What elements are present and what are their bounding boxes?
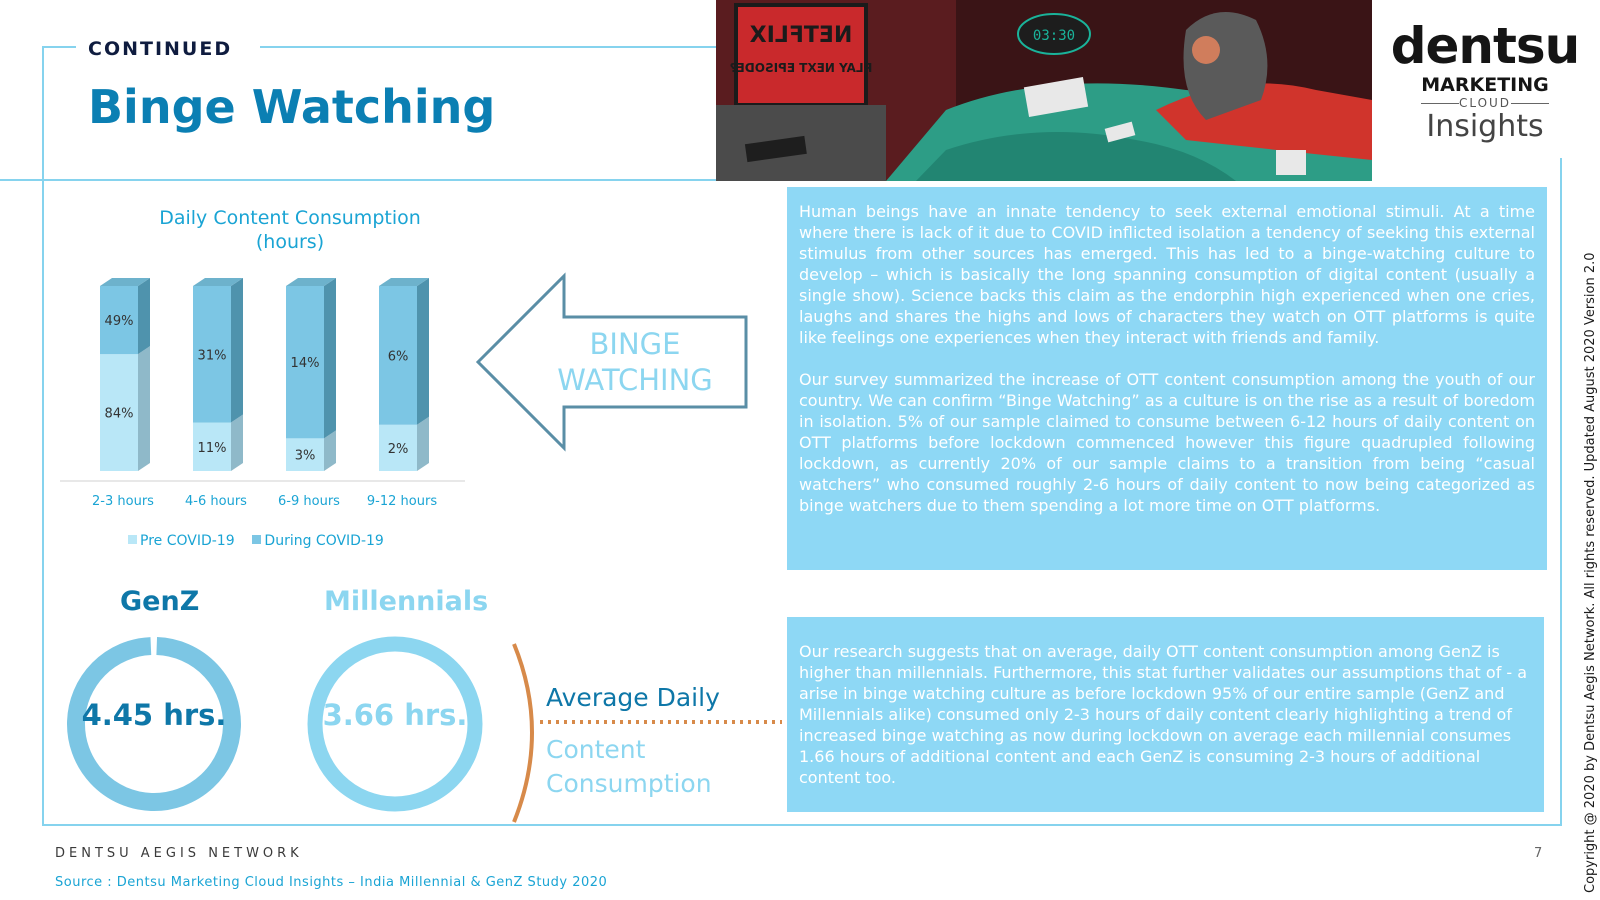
footer-network: DENTSU AEGIS NETWORK (55, 846, 303, 861)
logo-wordmark: dentsu (1390, 17, 1580, 75)
millennials-value: 3.66 hrs. (322, 698, 468, 732)
tv-brand-text: NETFLIX (749, 23, 853, 48)
research-text-box (787, 617, 1544, 812)
chart-legend (128, 533, 384, 549)
chart-title-line1: Daily Content Consumption (159, 207, 421, 229)
millennials-label: Millennials (324, 586, 489, 617)
page-number: 7 (1534, 846, 1543, 861)
dentsu-logo (1385, 17, 1585, 150)
binge-watching-illustration (716, 0, 1372, 181)
copyright-notice: Copyright @ 2020 by Dentsu Aegis Network. All rights reserved. Updated August 2020 Version 2.0 (1583, 252, 1598, 893)
header-divider (0, 179, 716, 181)
caption-content-consumption (546, 733, 712, 801)
bar-label-during-3: 6% (387, 349, 409, 365)
bar-during-side-3 (417, 278, 429, 425)
page-title: Binge Watching (88, 80, 496, 134)
chart-title (120, 206, 460, 254)
bar-during-side-1 (231, 278, 243, 423)
x-tick-label-2: 6-9 hours (278, 494, 340, 509)
x-tick-label-3: 9-12 hours (366, 494, 438, 509)
logo-marketing: MARKETING (1421, 74, 1549, 96)
bar-during-side-0 (138, 278, 150, 354)
frame-bottom (42, 824, 1562, 826)
caption-consumption: Consumption (546, 769, 712, 798)
frame-left (42, 46, 44, 826)
paragraph-survey: Our survey summarized the increase of OTT content consumption among the youth of our country. We can confirm “Binge Watching” as a culture is on the rise as a result of boredom in isolation. 5% of our sample claimed to consume between 6-12 hours of daily content on OTT platforms before lockdown commenced however this figure quadrupled following lockdown, as currently 20% of our sample claims to a transition from being “casual watchers” who consumed roughly 2-6 hours of daily content to now being categorized as binge watchers due to them spending a lot more time on OTT platforms. (799, 370, 1535, 515)
bar-label-during-1: 31% (197, 348, 227, 364)
bar-label-during-2: 14% (290, 356, 320, 372)
bar-pre-side-1 (231, 415, 243, 471)
consumption-chart (60, 268, 480, 528)
arrow-label (540, 326, 730, 398)
bar-label-during-0: 49% (104, 314, 134, 330)
arrow-label-line2: WATCHING (557, 363, 713, 397)
tv-screen (736, 5, 866, 105)
bar-pre-side-0 (138, 346, 150, 471)
genz-value: 4.45 hrs. (81, 698, 227, 732)
paragraph-intro: Human beings have an innate tendency to seek external emotional stimuli. At a time where there is lack of it due to COVID inflicted isolation a tendency of seeking this external stimulus from other sources has emerged. This has led to a binge-watching culture to develop – which is basically the long spanning consumption of digital content (usually a single show). Science backs this claim as the endorphin high experienced when one cries, laughs and shares the highs and lows of characters they watch on OTT platforms is quite like feelings one experiences when they interact with friends and family. (799, 202, 1535, 347)
legend-item-during (252, 533, 383, 549)
intro-text-box (787, 187, 1547, 570)
legend-item-pre (128, 533, 235, 549)
illustration-svg (716, 0, 1372, 181)
bar-pre-side-3 (417, 417, 429, 471)
bar-label-pre-3: 2% (387, 441, 409, 457)
chart-title-line2: (hours) (255, 231, 325, 253)
bar-during-side-2 (324, 278, 336, 438)
bar-label-pre-2: 3% (294, 448, 316, 464)
legend-label-pre: Pre COVID-19 (140, 533, 235, 549)
frame-top-left (42, 46, 76, 48)
clock-text: 03:30 (1032, 28, 1076, 44)
footer-source: Source : Dentsu Marketing Cloud Insights – India Millennial & GenZ Study 2020 (55, 875, 608, 890)
caption-content: Content (546, 735, 646, 764)
arrow-label-line1: BINGE (589, 327, 681, 361)
legend-label-during: During COVID-19 (264, 533, 384, 549)
frame-right (1560, 158, 1562, 826)
logo-cloud: CLOUD (1385, 96, 1585, 110)
caption-average-daily: Average Daily (546, 683, 720, 712)
tv-prompt-text: PLAY NEXT EPISODE? (729, 61, 873, 75)
bar-label-pre-1: 11% (197, 440, 227, 456)
paragraph-research: Our research suggests that on average, daily OTT content consumption among GenZ is higher than millennials. Furthermore, this stat further validates our assumptions that of - a arise in binge watching culture as before lockdown 95% of our entire sample (GenZ and Millennials alike) consumed only 2-3 hours of daily content clearly highlighting a trend of increased binge watching as now during lockdown on average each millennial consumes 1.66 hours of additional content and each GenZ is consuming 2-3 hours of additional content too. (799, 642, 1528, 787)
genz-label: GenZ (120, 586, 200, 617)
logo-insights: Insights (1426, 109, 1544, 144)
frame-top-right (260, 46, 716, 48)
section-label: CONTINUED (88, 38, 233, 60)
x-tick-label-0: 2-3 hours (92, 494, 154, 509)
bar-label-pre-0: 84% (104, 406, 134, 422)
x-tick-label-1: 4-6 hours (185, 494, 247, 509)
